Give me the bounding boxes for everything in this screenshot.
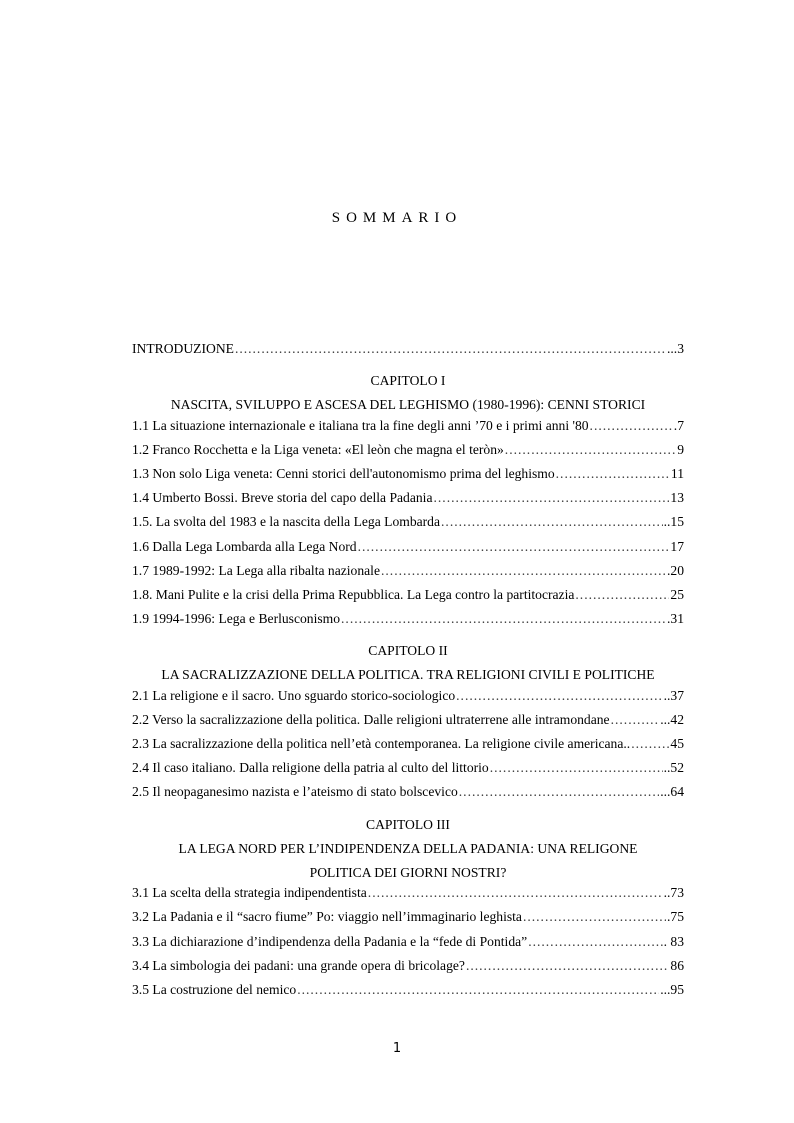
toc-entry-page: .75	[667, 909, 684, 925]
toc-entry-introduzione	[132, 341, 684, 365]
dot-leader	[505, 442, 676, 458]
toc-entry	[132, 736, 684, 760]
toc-entry-page: 86	[670, 957, 684, 973]
toc-entry-page: .20	[667, 562, 684, 578]
toc-entry-label: 1.1 La situazione internazionale e italiana tra la fine degli anni ’70 e i primi anni '80	[132, 417, 589, 433]
toc-entry-label: 2.5 Il neopaganesimo nazista e l’ateismo di stato bolscevico	[132, 784, 458, 800]
toc-entry	[132, 760, 684, 784]
toc-entry-page: 11	[670, 465, 684, 481]
chapter-title: LA SACRALIZZAZIONE DELLA POLITICA. TRA RELIGIONI CIVILI E POLITICHE	[161, 667, 655, 683]
dot-leader	[459, 784, 659, 800]
toc-entry	[132, 418, 684, 442]
dot-leader	[523, 909, 666, 925]
toc-entry	[132, 982, 684, 1006]
dot-leader	[434, 490, 670, 506]
toc-entry	[132, 539, 684, 563]
toc-entry-page: . 83	[663, 933, 684, 949]
dot-leader	[358, 539, 670, 555]
toc-entry-page: 25	[670, 586, 684, 602]
dot-leader	[490, 760, 663, 776]
toc-entry-label: 1.6 Dalla Lega Lombarda alla Lega Nord	[132, 538, 357, 554]
table-of-contents	[132, 341, 684, 1010]
dot-leader	[297, 982, 659, 998]
toc-entry	[132, 885, 684, 909]
toc-entry	[132, 934, 684, 958]
toc-entry	[132, 514, 684, 538]
dot-leader	[575, 587, 669, 603]
toc-entry-page: 13	[670, 490, 684, 506]
page-title: SOMMARIO	[331, 210, 463, 226]
toc-entry-label: 2.4 Il caso italiano. Dalla religione della patria al culto del littorio	[132, 760, 489, 776]
dot-leader	[235, 341, 666, 357]
dot-leader	[528, 934, 662, 950]
toc-entry-label: 3.2 La Padania e il “sacro fiume” Po: viaggio nell’immaginario leghista	[132, 909, 522, 925]
toc-entry	[132, 958, 684, 982]
toc-entry-label: INTRODUZIONE	[132, 341, 234, 356]
toc-entry	[132, 784, 684, 808]
dot-leader	[368, 885, 663, 901]
toc-entry	[132, 442, 684, 466]
toc-entry-page: ...3	[667, 341, 684, 356]
chapter-heading: CAPITOLO I	[370, 373, 446, 389]
dot-leader	[456, 688, 662, 704]
toc-entry-label: 3.3 La dichiarazione d’indipendenza della Padania e la “fede di Pontida”	[132, 933, 528, 949]
toc-entry-label: 2.2 Verso la sacralizzazione della politica. Dalle religioni ultraterrene alle intramondane	[132, 711, 610, 727]
toc-entry-page: ...95	[660, 981, 684, 997]
toc-entry-page: .7	[673, 417, 684, 433]
toc-entry	[132, 712, 684, 736]
toc-entry-page: 45	[670, 736, 684, 752]
toc-entry-label: 3.1 La scelta della strategia indipendentista	[132, 885, 367, 901]
chapter-title: LA LEGA NORD PER L’INDIPENDENZA DELLA PADANIA: UNA RELIGONE POLITICA DEI GIORNI NOSTRI?	[178, 840, 638, 880]
toc-entry-page: ..15	[663, 514, 684, 530]
toc-entry	[132, 490, 684, 514]
dot-leader	[341, 611, 666, 627]
toc-entry-page: 9	[677, 441, 684, 457]
toc-entry-label: 1.4 Umberto Bossi. Breve storia del capo della Padania	[132, 490, 433, 506]
toc-entry	[132, 466, 684, 490]
dot-leader	[631, 736, 669, 752]
toc-entry-label: 1.3 Non solo Liga veneta: Cenni storici dell'autonomismo prima del leghismo	[132, 465, 555, 481]
dot-leader	[590, 418, 673, 434]
chapter-heading: CAPITOLO II	[368, 643, 448, 659]
chapter-title: NASCITA, SVILUPPO E ASCESA DEL LEGHISMO (1980-1996): CENNI STORICI	[170, 397, 646, 413]
toc-entry-label: 1.9 1994-1996: Lega e Berlusconismo	[132, 611, 341, 627]
toc-entry-label: 1.7 1989-1992: La Lega alla ribalta nazionale	[132, 562, 380, 578]
toc-entry-label: 3.5 La costruzione del nemico	[132, 981, 297, 997]
toc-entry-page: .31	[667, 611, 684, 627]
dot-leader	[611, 712, 660, 728]
page-number: 1	[392, 1041, 402, 1056]
toc-entry-page: ..73	[663, 885, 684, 901]
toc-entry-label: 1.5. La svolta del 1983 e la nascita della Lega Lombarda	[132, 514, 441, 530]
toc-entry-label: 2.1 La religione e il sacro. Uno sguardo storico-sociologico	[132, 687, 456, 703]
toc-entry	[132, 587, 684, 611]
toc-entry-page: ...64	[660, 784, 684, 800]
toc-entry-page: ...42	[660, 711, 684, 727]
chapter-heading: CAPITOLO III	[366, 816, 450, 832]
toc-entry-label: 3.4 La simbologia dei padani: una grande opera di bricolage?	[132, 957, 465, 973]
dot-leader	[381, 563, 666, 579]
dot-leader	[441, 514, 663, 530]
toc-entry	[132, 909, 684, 933]
toc-entry	[132, 611, 684, 635]
chapter-list	[132, 369, 684, 1010]
toc-entry	[132, 688, 684, 712]
toc-entry-label: 2.3 La sacralizzazione della politica nell’età contemporanea. La religione civile americana..	[132, 736, 631, 752]
toc-entry-label: 1.8. Mani Pulite e la crisi della Prima Repubblica. La Lega contro la partitocrazia	[132, 586, 575, 602]
dot-leader	[556, 466, 670, 482]
dot-leader	[466, 958, 669, 974]
toc-entry-label: 1.2 Franco Rocchetta e la Liga veneta: «El leòn che magna el teròn»	[132, 441, 504, 457]
toc-entry-page: 17	[670, 538, 684, 554]
toc-entry-page: ..52	[663, 760, 684, 776]
toc-entry-page: ..37	[663, 687, 684, 703]
toc-entry	[132, 563, 684, 587]
